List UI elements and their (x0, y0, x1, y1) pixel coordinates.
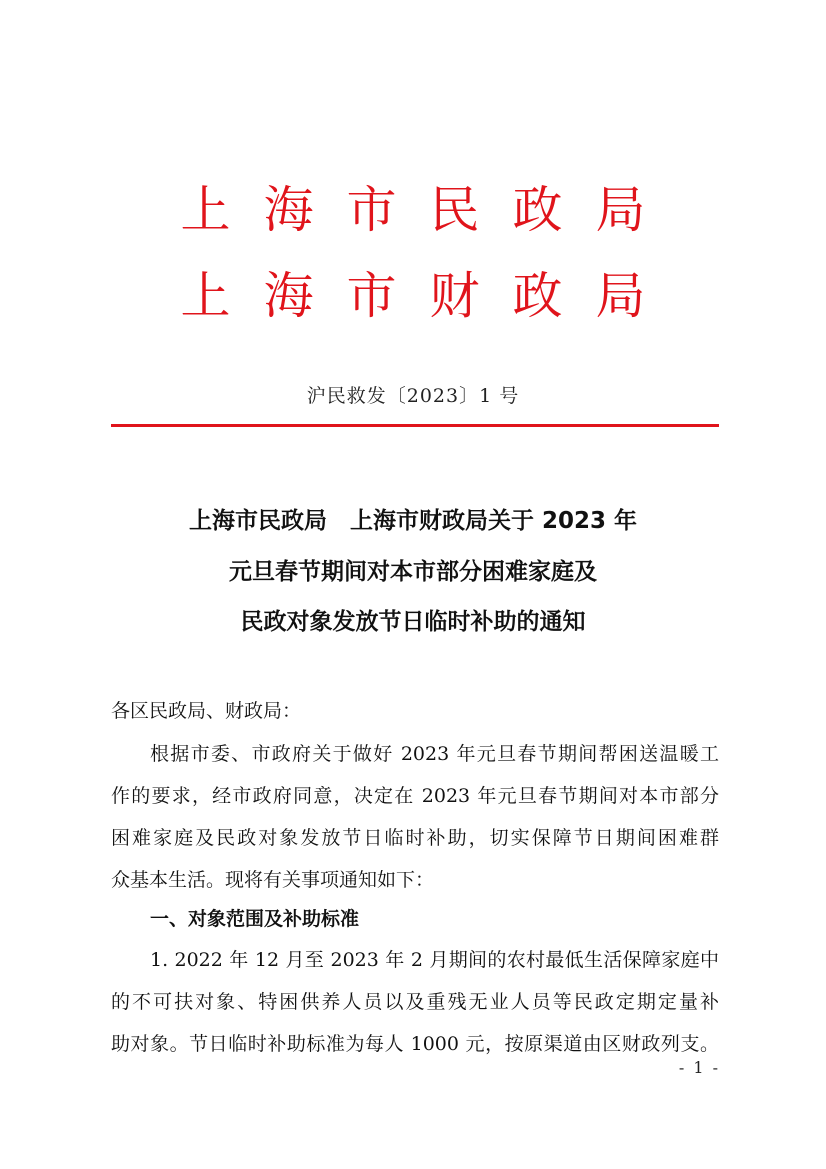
paragraph-1-line-2: 作的要求，经市政府同意，决定在 2023 年元旦春节期间对本市部分 (111, 785, 719, 807)
paragraph-1-line-4: 众基本生活。现将有关事项通知如下： (111, 869, 435, 891)
document-title-line-1: 上海市民政局 上海市财政局关于 2023 年 (188, 508, 638, 534)
paragraph-1-line-3: 困难家庭及民政对象发放节日临时补助，切实保障节日期间困难群 (111, 827, 719, 849)
page-number: - 1 - (678, 1058, 720, 1077)
issuer-name-civil-affairs: 上海市民政局 (180, 181, 679, 239)
paragraph-1-line-1: 根据市委、市政府关于做好 2023 年元旦春节期间帮困送温暖工 (150, 743, 719, 765)
red-separator-line (111, 424, 719, 427)
salutation: 各区民政局、财政局： (111, 700, 302, 722)
document-number: 沪民救发〔2023〕1 号 (306, 385, 520, 407)
item-1-line-1: 1. 2022 年 12 月至 2023 年 2 月期间的农村最低生活保障家庭中 (150, 949, 719, 971)
item-1-line-2: 的不可扶对象、特困供养人员以及重残无业人员等民政定期定量补 (111, 991, 719, 1013)
section-1-heading: 一、对象范围及补助标准 (150, 908, 360, 930)
document-title-line-2: 元旦春节期间对本市部分困难家庭及 (229, 559, 597, 585)
issuer-name-finance: 上海市财政局 (180, 267, 679, 325)
document-title-line-3: 民政对象发放节日临时补助的通知 (240, 609, 586, 635)
item-1-line-3: 助对象。节日临时补助标准为每人 1000 元，按原渠道由区财政列支。 (111, 1033, 719, 1055)
